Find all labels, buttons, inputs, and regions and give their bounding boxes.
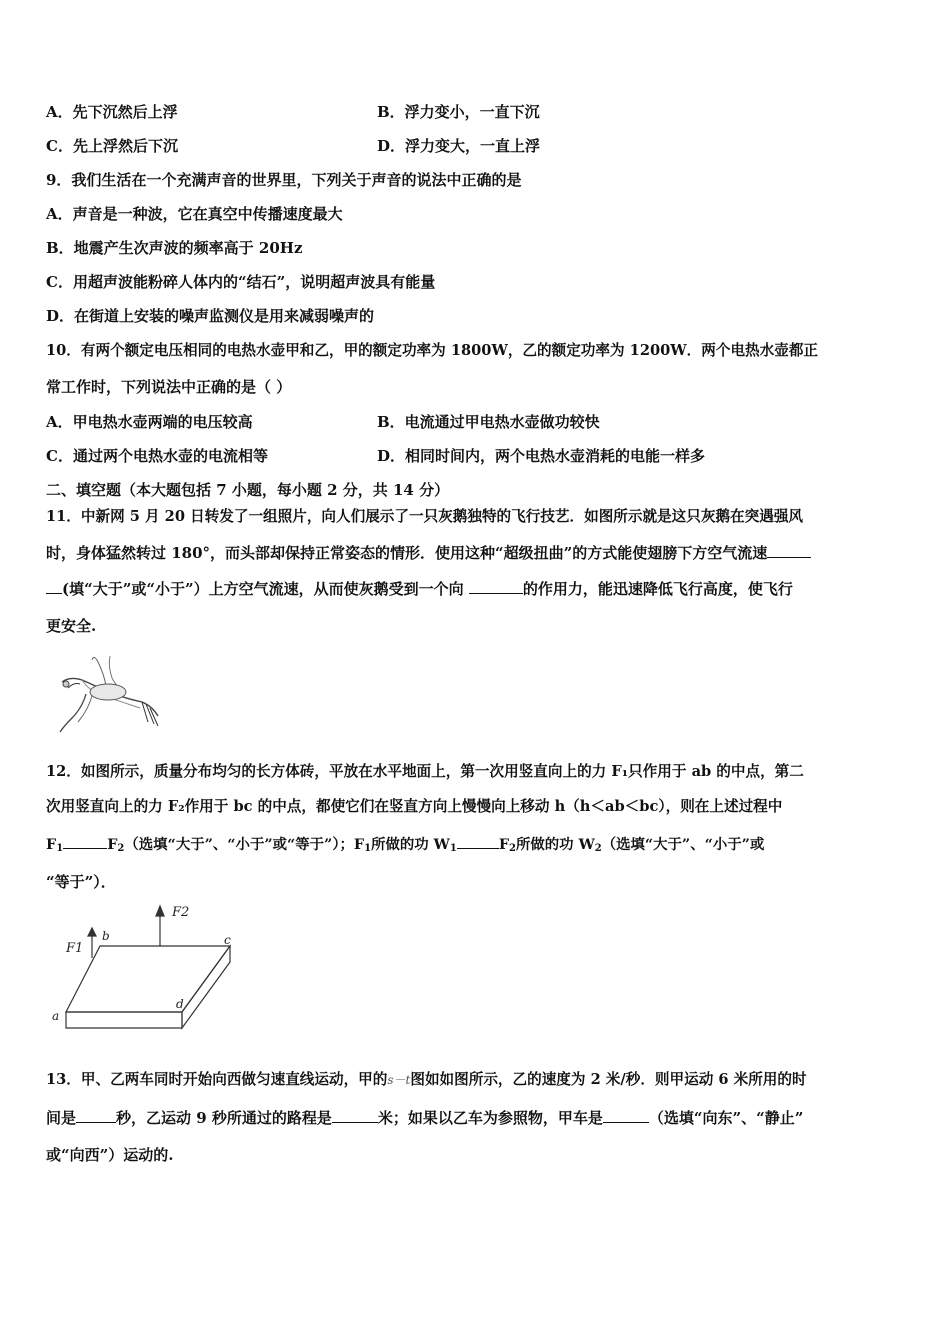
section-title: 二、填空题（本大题包括 7 小题，每小题 2 分，共 14 分） (46, 481, 450, 499)
q10-stem-line1: 10．有两个额定电压相同的电热水壶甲和乙，甲的额定功率为 1800W，乙的额定功率为 1200W．两个电热水壶都正 (46, 342, 819, 359)
goose-icon (60, 656, 158, 732)
q9-stem: 9．我们生活在一个充满声音的世界里，下列关于声音的说法中正确的是 (46, 171, 522, 189)
q13-line2-b: 秒，乙运动 9 秒所通过的路程是 (116, 1109, 332, 1127)
q13-line1-b: 图如如图所示，乙的速度为 2 米/秒．则甲运动 6 米所用的时 (410, 1071, 807, 1088)
q13-line2 (46, 1108, 803, 1128)
w1-subscript: 1 (449, 843, 457, 854)
q11-blank-2[interactable] (469, 593, 523, 594)
q9-option-b: B．地震产生次声波的频率高于 20Hz (46, 239, 303, 257)
q9-option-d: D．在街道上安装的噪声监测仪是用来减弱噪声的 (46, 307, 375, 325)
f1-subscript-2: 1 (364, 843, 372, 854)
q8-option-c: C．先上浮然后下沉 (46, 137, 178, 155)
brick-side-face (182, 946, 230, 1028)
q13-blank-3[interactable] (603, 1122, 649, 1123)
f2-subscript-2: 2 (509, 843, 516, 854)
brick-front-face (66, 1012, 182, 1028)
q11-line2 (46, 543, 811, 563)
q12-line4: “等于”）． (46, 873, 116, 891)
label-c: c (224, 933, 231, 947)
q8-option-d: D．浮力变大，一直上浮 (377, 137, 541, 155)
f2-symbol: F (107, 836, 118, 853)
q12-line3-mid: （选填“大于”、“小于”或“等于”）；F (124, 836, 365, 853)
q13-blank-2[interactable] (332, 1122, 378, 1123)
label-f2: F2 (172, 905, 190, 920)
q10-option-d: D．相同时间内，两个电热水壶消耗的电能一样多 (377, 447, 706, 465)
q13-line3: 或“向西”）运动的. (46, 1146, 174, 1164)
label-b: b (102, 929, 110, 943)
q11-line2-text: 时，身体猛然转过 180°，而头部却保持正常姿态的情形．使用这种“超级扭曲”的方式能使翅膀下方空气流速 (46, 544, 768, 562)
q8-option-a: A．先下沉然后上浮 (46, 103, 178, 121)
q12-blank-1[interactable] (63, 848, 107, 849)
goose-figure (52, 652, 164, 736)
q11-line3 (46, 579, 793, 599)
q12-line1: 12．如图所示，质量分布均匀的长方体砖，平放在水平地面上，第一次用竖直向上的力 F₁只作用于 ab 的中点，第二 (46, 763, 804, 780)
label-a: a (52, 1009, 60, 1023)
brick-figure (52, 900, 242, 1036)
q8-option-b: B．浮力变小，一直下沉 (377, 103, 540, 121)
q12-line3-mid2: 所做的功 W (371, 836, 450, 853)
label-d: d (176, 997, 184, 1011)
f1-arrowhead (88, 928, 96, 936)
f1-subscript: 1 (56, 843, 64, 854)
q13-line2-c: 米；如果以乙车为参照物，甲车是 (377, 1109, 603, 1127)
q10-option-b: B．电流通过甲电热水壶做功较快 (377, 413, 600, 431)
q10-stem-line2: 常工作时，下列说法中正确的是（ ） (46, 378, 292, 396)
f2-arrowhead (156, 906, 164, 916)
q12-line3 (46, 835, 764, 859)
q11-line3-text-b: 的作用力，能迅速降低飞行高度，使飞行 (522, 580, 793, 598)
q11-line4: 更安全. (46, 617, 97, 635)
q13-line2-a: 间是 (46, 1109, 77, 1127)
f2-subscript: 2 (117, 843, 125, 854)
label-f1: F1 (66, 941, 84, 956)
q10-option-a: A．甲电热水壶两端的电压较高 (46, 413, 253, 431)
q12-line3-end: 所做的功 W (516, 836, 595, 853)
w2-subscript: 2 (594, 843, 602, 854)
q11-blank-1b[interactable] (46, 593, 62, 594)
f2-symbol-2: F (498, 836, 510, 853)
q13-line1 (46, 1070, 807, 1090)
q12-blank-2[interactable] (457, 848, 499, 849)
f1-symbol: F (46, 836, 57, 853)
st-graph-label: s－t (387, 1073, 411, 1087)
q12-line3-tail: （选填“大于”、“小于”或 (601, 836, 765, 853)
q13-line2-d: （选填“向东”、“静止” (648, 1109, 804, 1127)
q13-blank-1[interactable] (76, 1122, 116, 1123)
q11-line3-text-a: (填“大于”或“小于”）上方空气流速，从而使灰鹅受到一个向 (62, 580, 469, 598)
q13-line1-a: 13．甲、乙两车同时开始向西做匀速直线运动，甲的 (46, 1071, 388, 1088)
q9-option-c: C．用超声波能粉碎人体内的“结石”，说明超声波具有能量 (46, 273, 436, 291)
q10-option-c: C．通过两个电热水壶的电流相等 (46, 447, 268, 465)
q12-line2: 次用竖直向上的力 F₂作用于 bc 的中点，都使它们在竖直方向上慢慢向上移动 h（h＜ab＜bc），则在上述过程中 (46, 798, 783, 815)
q11-line1: 11．中新网 5 月 20 日转发了一组照片，向人们展示了一只灰鹅独特的飞行技艺．如图所示就是这只灰鹅在突遇强风 (46, 508, 804, 525)
q11-blank-1a[interactable] (767, 557, 811, 558)
q9-option-a: A．声音是一种波，它在真空中传播速度最大 (46, 205, 343, 223)
